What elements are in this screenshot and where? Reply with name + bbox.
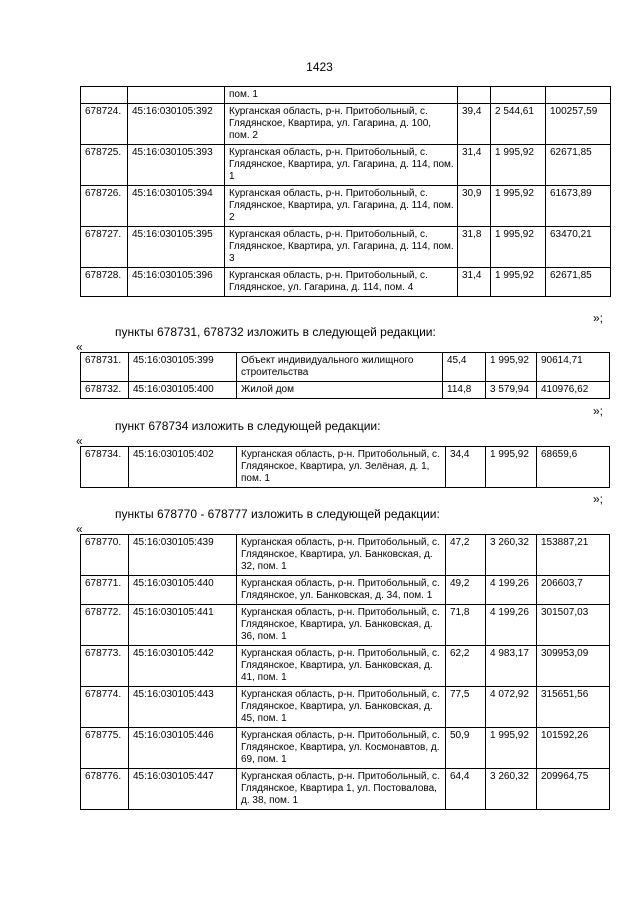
table-row [81,576,610,605]
cadastral-value-cell: 315651,56 [537,687,610,728]
table-row [81,535,610,576]
cadastral-table-2 [80,352,610,399]
cadastral-value-cell: 61673,89 [546,186,611,227]
rate-cell: 4 072,92 [486,687,537,728]
area-cell: 31,8 [458,227,491,268]
address-cell: пом. 1 [225,87,458,104]
cadastral-number-cell: 45:16:030105:443 [129,687,237,728]
cadastral-number-cell: 45:16:030105:392 [128,104,225,145]
cadastral-number-cell: 45:16:030105:400 [129,382,237,399]
rate-cell [491,87,546,104]
closing-quote-2: »; [593,404,604,418]
item-number-cell: 678774. [81,687,129,728]
cadastral-number-cell: 45:16:030105:399 [129,353,237,382]
cadastral-number-cell: 45:16:030105:439 [129,535,237,576]
item-number-cell: 678728. [81,268,128,297]
cadastral-value-cell [546,87,611,104]
item-number-cell: 678771. [81,576,129,605]
address-cell: Курганская область, р-н. Притобольный, с. Глядянское, Квартира 1, ул. Постовалова, д. 38, пом. 1 [237,769,446,810]
address-cell: Курганская область, р-н. Притобольный, с. Глядянское, Квартира, ул. Гагарина, д. 114, пом. 1 [225,145,458,186]
item-number-cell: 678776. [81,769,129,810]
area-cell: 31,4 [458,145,491,186]
table-row [81,769,610,810]
cadastral-value-cell: 206603,7 [537,576,610,605]
rate-cell: 4 199,26 [486,605,537,646]
rate-cell: 1 995,92 [491,186,546,227]
area-cell: 77,5 [446,687,486,728]
area-cell: 71,8 [446,605,486,646]
address-cell: Курганская область, р-н. Притобольный, с. Глядянское, Квартира, ул. Гагарина, д. 114, пом. 2 [225,186,458,227]
rate-cell: 4 983,17 [486,646,537,687]
table-row [81,687,610,728]
amendment-paragraph-1: пункты 678731, 678732 изложить в следующей редакции: [115,325,436,339]
item-number-cell: 678725. [81,145,128,186]
cadastral-value-cell: 209964,75 [537,769,610,810]
cadastral-number-cell: 45:16:030105:402 [129,447,237,488]
table-row [81,227,611,268]
table-row [81,728,610,769]
cadastral-number-cell: 45:16:030105:393 [128,145,225,186]
area-cell: 47,2 [446,535,486,576]
rate-cell: 2 544,61 [491,104,546,145]
rate-cell: 1 995,92 [486,728,537,769]
address-cell: Курганская область, р-н. Притобольный, с. Глядянское, ул. Гагарина, д. 114, пом. 4 [225,268,458,297]
item-number-cell: 678727. [81,227,128,268]
cadastral-value-cell: 100257,59 [546,104,611,145]
cadastral-value-cell: 90614,71 [537,353,610,382]
address-cell: Курганская область, р-н. Притобольный, с. Глядянское, Квартира, ул. Банковская, д. 32, пом. 1 [237,535,446,576]
rate-cell: 3 260,32 [486,535,537,576]
table-row [81,104,611,145]
item-number-cell: 678726. [81,186,128,227]
address-cell: Курганская область, р-н. Притобольный, с. Глядянское, Квартира, ул. Банковская, д. 41, пом. 1 [237,646,446,687]
table-row [81,87,611,104]
closing-quote-1: »; [593,311,604,325]
item-number-cell: 678773. [81,646,129,687]
item-number-cell: 678775. [81,728,129,769]
rate-cell: 3 260,32 [486,769,537,810]
cadastral-value-cell: 309953,09 [537,646,610,687]
opening-quote-3: « [76,522,83,536]
rate-cell: 1 995,92 [491,145,546,186]
rate-cell: 1 995,92 [486,447,537,488]
item-number-cell: 678731. [81,353,129,382]
address-cell: Жилой дом [237,382,443,399]
cadastral-value-cell: 301507,03 [537,605,610,646]
table-row [81,646,610,687]
area-cell: 30,9 [458,186,491,227]
cadastral-value-cell: 101592,26 [537,728,610,769]
item-number-cell: 678770. [81,535,129,576]
table-row [81,382,610,399]
item-number-cell: 678724. [81,104,128,145]
cadastral-number-cell: 45:16:030105:394 [128,186,225,227]
area-cell [458,87,491,104]
cadastral-table-4 [80,534,610,810]
rate-cell: 1 995,92 [491,268,546,297]
area-cell: 114,8 [443,382,486,399]
cadastral-number-cell [128,87,225,104]
rate-cell: 1 995,92 [486,353,537,382]
cadastral-value-cell: 62671,85 [546,268,611,297]
area-cell: 64,4 [446,769,486,810]
cadastral-value-cell: 68659,6 [537,447,610,488]
item-number-cell: 678772. [81,605,129,646]
item-number-cell: 678732. [81,382,129,399]
address-cell: Курганская область, р-н. Притобольный, с. Глядянское, Квартира, ул. Гагарина, д. 100, пом. 2 [225,104,458,145]
rate-cell: 3 579,94 [486,382,537,399]
table-row [81,186,611,227]
address-cell: Курганская область, р-н. Притобольный, с. Глядянское, Квартира, ул. Банковская, д. 45, пом. 1 [237,687,446,728]
address-cell: Курганская область, р-н. Притобольный, с. Глядянское, Квартира, ул. Банковская, д. 36, пом. 1 [237,605,446,646]
opening-quote-2: « [76,434,83,448]
area-cell: 45,4 [443,353,486,382]
cadastral-number-cell: 45:16:030105:447 [129,769,237,810]
table-row [81,353,610,382]
rate-cell: 1 995,92 [491,227,546,268]
table-row [81,145,611,186]
amendment-paragraph-2: пункт 678734 изложить в следующей редакции: [115,419,381,433]
address-cell: Курганская область, р-н. Притобольный, с. Глядянское, Квартира, ул. Космонавтов, д. 69, пом. 1 [237,728,446,769]
area-cell: 50,9 [446,728,486,769]
address-cell: Курганская область, р-н. Притобольный, с. Глядянское, Квартира, ул. Зелёная, д. 1, пом. 1 [237,447,446,488]
amendment-paragraph-3: пункты 678770 - 678777 изложить в следующей редакции: [115,507,440,521]
area-cell: 31,4 [458,268,491,297]
area-cell: 34,4 [446,447,486,488]
area-cell: 49,2 [446,576,486,605]
cadastral-value-cell: 153887,21 [537,535,610,576]
area-cell: 39,4 [458,104,491,145]
item-number-cell [81,87,128,104]
address-cell: Курганская область, р-н. Притобольный, с. Глядянское, Квартира, ул. Гагарина, д. 114, пом. 3 [225,227,458,268]
table-row [81,268,611,297]
cadastral-table-1 [80,86,611,297]
address-cell: Курганская область, р-н. Притобольный, с. Глядянское, ул. Банковская, д. 34, пом. 1 [237,576,446,605]
cadastral-number-cell: 45:16:030105:396 [128,268,225,297]
table-row [81,447,610,488]
cadastral-number-cell: 45:16:030105:441 [129,605,237,646]
closing-quote-3: »; [593,492,604,506]
cadastral-value-cell: 410976,62 [537,382,610,399]
cadastral-table-3 [80,446,610,488]
cadastral-number-cell: 45:16:030105:440 [129,576,237,605]
opening-quote-1: « [76,340,83,354]
area-cell: 62,2 [446,646,486,687]
table-row [81,605,610,646]
rate-cell: 4 199,26 [486,576,537,605]
cadastral-value-cell: 63470,21 [546,227,611,268]
cadastral-value-cell: 62671,85 [546,145,611,186]
item-number-cell: 678734. [81,447,129,488]
cadastral-number-cell: 45:16:030105:395 [128,227,225,268]
address-cell: Объект индивидуального жилищного строительства [237,353,443,382]
cadastral-number-cell: 45:16:030105:446 [129,728,237,769]
cadastral-number-cell: 45:16:030105:442 [129,646,237,687]
page-number: 1423 [306,60,333,74]
